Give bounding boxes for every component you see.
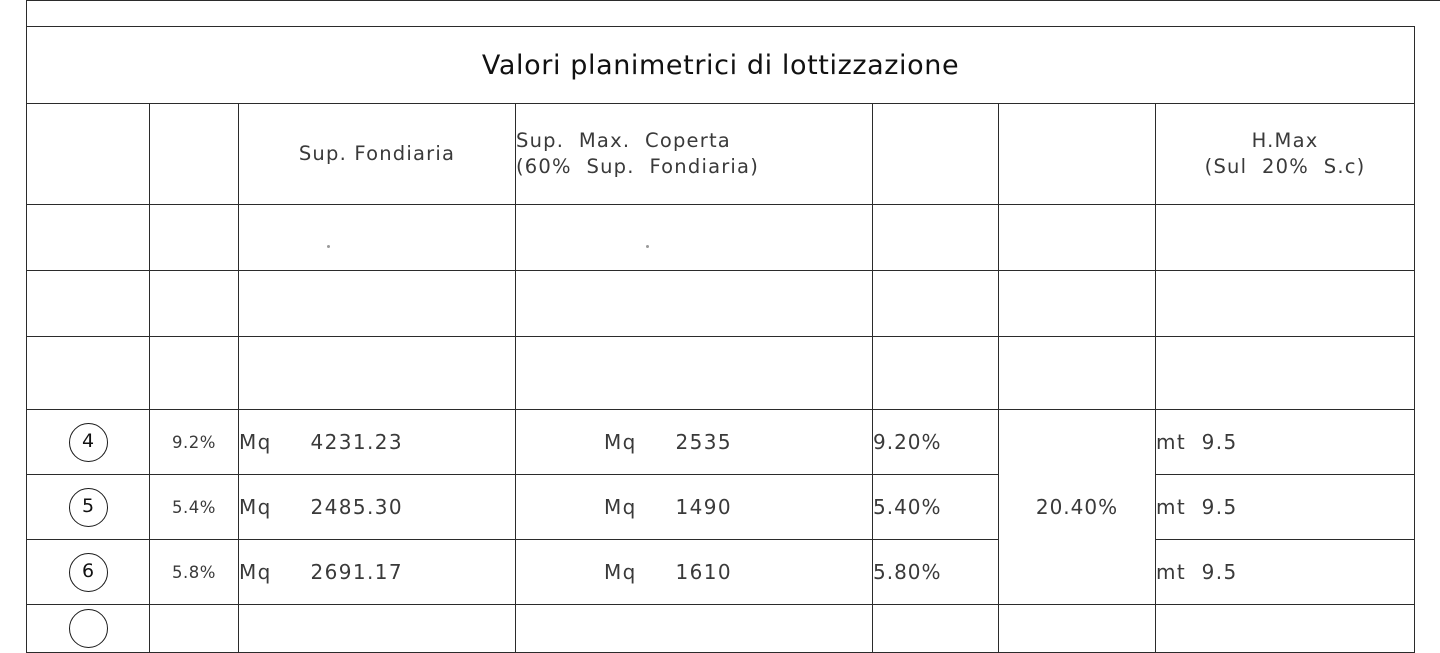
lot-number-badge: 5 [69, 488, 108, 527]
table-row [27, 410, 1415, 475]
header-h-max-line1: H.Max [1251, 128, 1319, 152]
plan-values-table-container [26, 26, 1414, 653]
blank-cell [516, 205, 873, 271]
h-max-cell: mt 9.5 [1156, 410, 1415, 475]
percent-cell: 5.40% [873, 475, 999, 540]
lot-number-cell [27, 410, 150, 475]
sheet-border-left [26, 0, 27, 26]
percent-cell: 9.20% [873, 410, 999, 475]
blank-cell [999, 271, 1156, 337]
blank-cell [1156, 205, 1415, 271]
ghost-mark-icon [327, 245, 330, 248]
blank-cell [873, 337, 999, 410]
lot-number-cell [27, 605, 150, 653]
blank-cell [873, 271, 999, 337]
table-row [27, 540, 1415, 605]
sup-fondiaria-cell: Mq 2485.30 [239, 475, 516, 540]
blank-cell [1156, 271, 1415, 337]
header-sup-max-coperta-line2: (60% Sup. Fondiaria) [516, 155, 760, 178]
sup-fondiaria-cell [239, 605, 516, 653]
header-percent-small [150, 104, 239, 205]
blank-cell [999, 337, 1156, 410]
blank-cell [1156, 337, 1415, 410]
table-title-row [27, 27, 1415, 104]
blank-row [27, 337, 1415, 410]
blank-cell [27, 271, 150, 337]
h-max-cell: mt 9.5 [1156, 475, 1415, 540]
header-sup-fondiaria: Sup. Fondiaria [239, 104, 516, 205]
blank-cell [873, 205, 999, 271]
percent-small-cell: 5.4% [150, 475, 239, 540]
h-max-cell [1156, 605, 1415, 653]
table-row-partial [27, 605, 1415, 653]
blank-cell [239, 337, 516, 410]
percent-small-cell: 5.8% [150, 540, 239, 605]
lot-number-badge [69, 609, 108, 648]
plan-values-table [26, 26, 1415, 653]
header-total-percent [999, 104, 1156, 205]
blank-cell [150, 205, 239, 271]
blank-cell [27, 337, 150, 410]
page-title: Valori planimetrici di lottizzazione [27, 27, 1415, 104]
header-sup-max-coperta [516, 104, 873, 205]
blank-cell [516, 271, 873, 337]
blank-cell [150, 337, 239, 410]
table-row [27, 475, 1415, 540]
header-percent [873, 104, 999, 205]
blank-cell [239, 271, 516, 337]
sup-fondiaria-cell: Mq 2691.17 [239, 540, 516, 605]
sheet-border-top [26, 0, 1440, 1]
lot-number-cell [27, 475, 150, 540]
percent-cell: 5.80% [873, 540, 999, 605]
lot-number-badge: 4 [69, 423, 108, 462]
blank-row [27, 205, 1415, 271]
sup-max-coperta-cell: Mq 1490 [516, 475, 873, 540]
sup-max-coperta-cell: Mq 1610 [516, 540, 873, 605]
blank-cell [239, 205, 516, 271]
blank-cell [999, 205, 1156, 271]
lot-number-badge: 6 [69, 553, 108, 592]
header-sup-max-coperta-line1: Sup. Max. Coperta [516, 128, 731, 152]
blank-row [27, 271, 1415, 337]
percent-cell [873, 605, 999, 653]
header-lot [27, 104, 150, 205]
sup-max-coperta-cell [516, 605, 873, 653]
lot-number-cell [27, 540, 150, 605]
total-percent-cell [999, 605, 1156, 653]
sup-fondiaria-cell: Mq 4231.23 [239, 410, 516, 475]
header-h-max-line2: (Sul 20% S.c) [1204, 155, 1366, 178]
sup-max-coperta-cell: Mq 2535 [516, 410, 873, 475]
header-h-max [1156, 104, 1415, 205]
table-header-row [27, 104, 1415, 205]
h-max-cell: mt 9.5 [1156, 540, 1415, 605]
blank-cell [516, 337, 873, 410]
total-percent-cell: 20.40% [999, 410, 1156, 605]
percent-small-cell: 9.2% [150, 410, 239, 475]
percent-small-cell [150, 605, 239, 653]
blank-cell [150, 271, 239, 337]
blank-cell [27, 205, 150, 271]
ghost-mark-icon [646, 245, 649, 248]
